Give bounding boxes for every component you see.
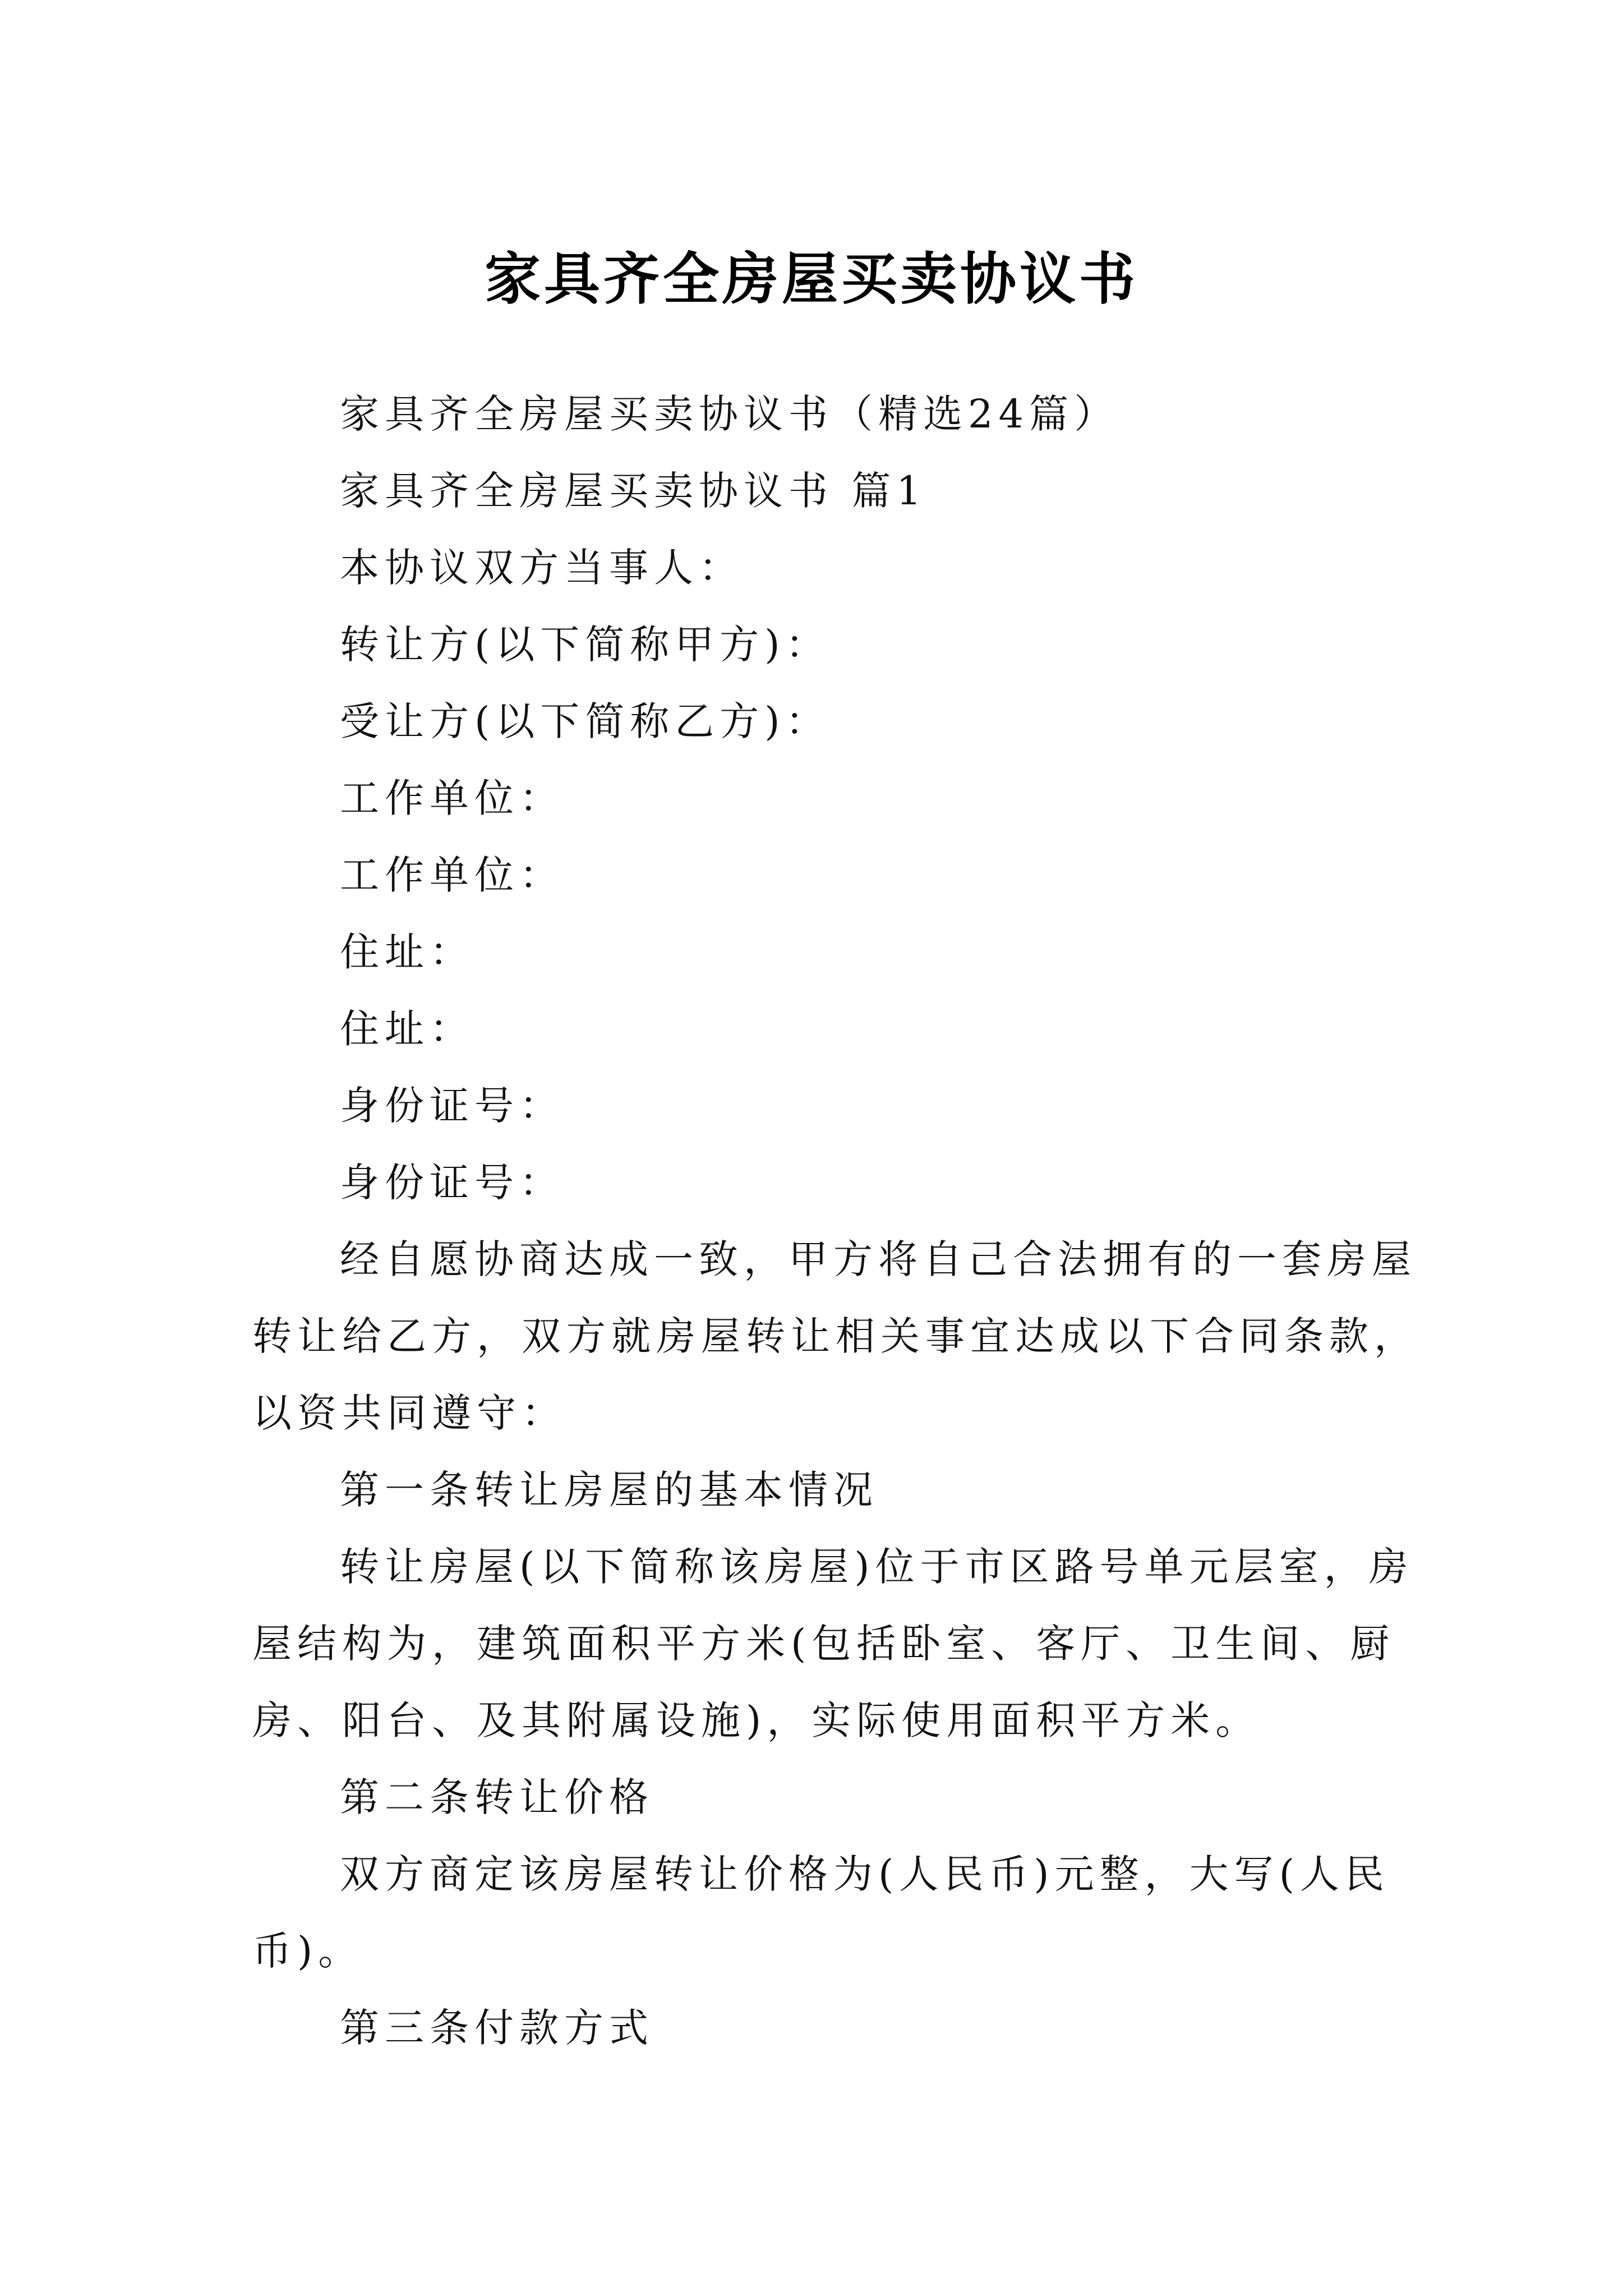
- paragraph-workplace-b: 工作单位：: [340, 852, 564, 898]
- paragraph-collection-heading: 家具齐全房屋买卖协议书（精选24篇）: [340, 391, 1119, 437]
- paragraph-id-number-a: 身份证号：: [340, 1083, 564, 1129]
- paragraph-article-1-body: 转让房屋(以下简称该房屋)位于市区路号单元层室，房屋结构为，建筑面积平方米(包括卧室、客厅、卫生间、厨房、阳台、及其附属设施)，实际使用面积平方米。: [252, 1544, 1414, 1743]
- paragraph-transferee: 受让方(以下简称乙方)：: [340, 698, 831, 744]
- paragraph-id-number-b: 身份证号：: [340, 1159, 564, 1205]
- paragraph-article-3-heading: 第三条付款方式: [340, 2005, 654, 2051]
- paragraph-article-2-heading: 第二条转让价格: [340, 1774, 654, 1820]
- paragraph-agreement-preamble: 经自愿协商达成一致，甲方将自己合法拥有的一套房屋转让给乙方，双方就房屋转让相关事宜达成以下合同条款，以资共同遵守：: [252, 1236, 1419, 1436]
- document-title: 家具齐全房屋买卖协议书: [485, 246, 1138, 312]
- document-body: [252, 376, 1419, 2067]
- paragraph-workplace-a: 工作单位：: [340, 775, 564, 821]
- paragraph-article-2-body: 双方商定该房屋转让价格为(人民币)元整，大写(人民币)。: [252, 1851, 1390, 1974]
- paragraph-article-1-heading: 第一条转让房屋的基本情况: [340, 1467, 878, 1513]
- paragraph-address-b: 住址：: [340, 1006, 474, 1052]
- paragraph-address-a: 住址：: [340, 929, 474, 975]
- paragraph-parties-intro: 本协议双方当事人：: [340, 545, 744, 591]
- paragraph-section-heading: 家具齐全房屋买卖协议书 篇1: [340, 468, 927, 514]
- paragraph-transferor: 转让方(以下简称甲方)：: [340, 622, 831, 668]
